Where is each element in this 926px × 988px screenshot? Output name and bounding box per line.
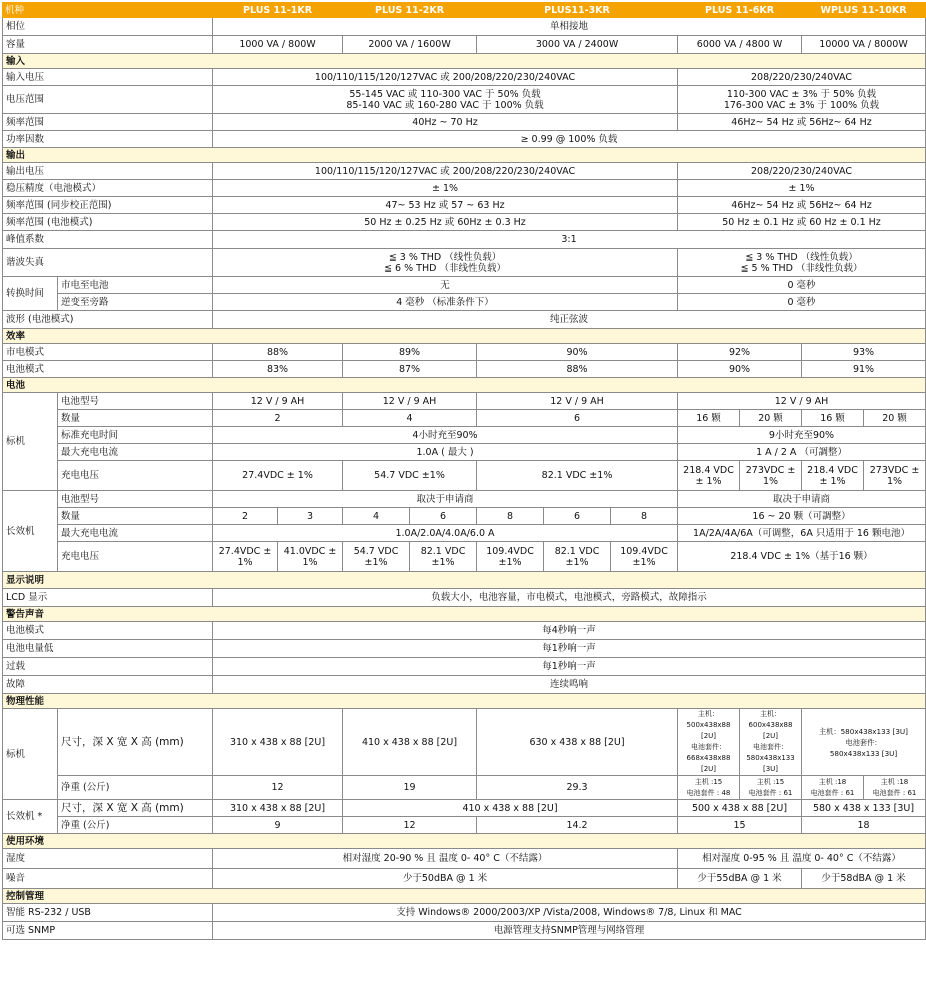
cell: 每1秒响一声: [213, 640, 926, 658]
model-name: WPLUS 11-10KR: [802, 3, 926, 18]
section-battery: [3, 378, 926, 393]
cell: 14.2: [477, 817, 678, 834]
cell: 9小时充至90%: [678, 427, 926, 444]
cell: 2: [213, 410, 343, 427]
cell: 12 V / 9 AH: [477, 393, 678, 410]
alarm-row: [3, 622, 926, 640]
line: 电池套件 : 61: [810, 788, 855, 797]
row-label: LCD 显示: [3, 589, 213, 607]
cell: 54.7 VDC ±1%: [343, 542, 410, 572]
section-alarm: [3, 607, 926, 622]
section-title: 效率: [3, 329, 926, 344]
header-label: 机种: [3, 3, 213, 18]
cell: 1A/2A/4A/6A（可调整，6A 只适用于 16 颗电池）: [678, 525, 926, 542]
line: 主机：: [760, 710, 782, 718]
model-name: PLUS 11-6KR: [678, 3, 802, 18]
cell: 12: [343, 817, 477, 834]
row-label: 转换时间: [3, 277, 58, 311]
row-label: 尺寸，深 X 宽 X 高 (mm): [58, 800, 213, 817]
cell: 12 V / 9 AH: [343, 393, 477, 410]
line: 600x438x88 [2U]: [748, 721, 793, 740]
row-label: 过载: [3, 658, 213, 676]
row-label: 电压范围: [3, 86, 213, 114]
cell: 20 颗: [740, 410, 802, 427]
section-title: 控制管理: [3, 889, 926, 904]
cell: 6: [410, 508, 477, 525]
line: 主机 :18: [880, 777, 909, 786]
row-label: 电池型号: [58, 393, 213, 410]
cell: [740, 776, 802, 800]
cell: 少于50dBA @ 1 米: [213, 869, 678, 889]
phase-value: 单相接地: [213, 18, 926, 36]
alarm-row: [3, 676, 926, 694]
phys-long-weight-row: [3, 817, 926, 834]
row-label: 频率范围 (同步校正范围): [3, 197, 213, 214]
model-name: PLUS 11-2KR: [343, 3, 477, 18]
section-title: 电池: [3, 378, 926, 393]
cell: 6: [477, 410, 678, 427]
line: 668x438x88 [2U]: [686, 754, 731, 773]
humidity-row: [3, 849, 926, 869]
batt-std-type-row: [3, 393, 926, 410]
snmp-row: [3, 922, 926, 940]
batt-long-count-row: [3, 508, 926, 525]
cell: 310 x 438 x 88 [2U]: [213, 709, 343, 776]
freq-batt-row: [3, 214, 926, 231]
cell: 19: [343, 776, 477, 800]
freq-sync-row: [3, 197, 926, 214]
cell: 4 毫秒 （标准条件下）: [213, 294, 678, 311]
cell: 负载大小，电池容量，市电模式，电池模式，旁路模式，故障指示: [213, 589, 926, 607]
line: 电池套件 : 48: [686, 788, 731, 797]
cell: 29.3: [477, 776, 678, 800]
cell: 630 x 438 x 88 [2U]: [477, 709, 678, 776]
cell: 82.1 VDC ±1%: [544, 542, 611, 572]
cell: 20 颗: [864, 410, 926, 427]
cell: 47~ 53 Hz 或 57 ~ 63 Hz: [213, 197, 678, 214]
cell: 208/220/230/240VAC: [678, 163, 926, 180]
line: 电池套件 : 61: [872, 788, 917, 797]
cell: 16 颗: [678, 410, 740, 427]
group-label: 标机: [3, 393, 58, 491]
batt-std-current-row: [3, 444, 926, 461]
batt-std-count-row: [3, 410, 926, 427]
group-label: 长效机 *: [3, 800, 58, 834]
cell: 90%: [678, 361, 802, 378]
capacity-value: 6000 VA / 4800 W: [678, 36, 802, 54]
cell: [802, 709, 926, 776]
cell: 27.4VDC ± 1%: [213, 542, 278, 572]
cell: 8: [477, 508, 544, 525]
row-label: 尺寸，深 X 宽 X 高 (mm): [58, 709, 213, 776]
cell: 18: [802, 817, 926, 834]
section-efficiency: [3, 329, 926, 344]
cell: 50 Hz ± 0.1 Hz 或 60 Hz ± 0.1 Hz: [678, 214, 926, 231]
section-physical: [3, 694, 926, 709]
line: 主机：580x438x133 [3U]: [819, 726, 908, 736]
cell: 12 V / 9 AH: [213, 393, 343, 410]
row-label: 最大充电电流: [58, 444, 213, 461]
cell: 3: [278, 508, 343, 525]
row-label: 最大充电电流: [58, 525, 213, 542]
cell: [740, 709, 802, 776]
cell: 40Hz ~ 70 Hz: [213, 114, 678, 131]
spec-table: [2, 2, 926, 940]
cell: 4: [343, 410, 477, 427]
section-title: 显示说明: [3, 572, 926, 589]
cell: 100/110/115/120/127VAC 或 200/208/220/230/240VAC: [213, 163, 678, 180]
row-label: 数量: [58, 508, 213, 525]
cell: [678, 776, 740, 800]
crest-row: [3, 231, 926, 249]
cell: [678, 249, 926, 277]
line: 55-145 VAC 或 110-300 VAC 于 50% 负载: [349, 88, 541, 100]
cell: 580 x 438 x 133 [3U]: [802, 800, 926, 817]
section-title: 输入: [3, 54, 926, 69]
row-label: 充电电压: [58, 542, 213, 572]
cell: 4小时充至90%: [213, 427, 678, 444]
phys-std-dim-row: [3, 709, 926, 776]
group-label: 长效机: [3, 491, 58, 572]
cell: 88%: [213, 344, 343, 361]
row-label: 峰值系数: [3, 231, 213, 249]
cell: 100/110/115/120/127VAC 或 200/208/220/230/240VAC: [213, 69, 678, 86]
cell: 取决于申请商: [213, 491, 678, 508]
cell: 每1秒响一声: [213, 658, 926, 676]
cell: 46Hz~ 54 Hz 或 56Hz~ 64 Hz: [678, 197, 926, 214]
input-voltage-row: [3, 69, 926, 86]
cell: 50 Hz ± 0.25 Hz 或 60Hz ± 0.3 Hz: [213, 214, 678, 231]
alarm-row: [3, 640, 926, 658]
cell: 218.4 VDC ± 1%（基于16 颗）: [678, 542, 926, 572]
line: 电池套件：: [691, 743, 727, 751]
cell: 每4秒响一声: [213, 622, 926, 640]
cell: 少于58dBA @ 1 米: [802, 869, 926, 889]
cell: [864, 776, 926, 800]
cell: ± 1%: [213, 180, 678, 197]
cell: 109.4VDC ±1%: [611, 542, 678, 572]
capacity-row: [3, 36, 926, 54]
noise-row: [3, 869, 926, 889]
cell: 16 ~ 20 颗（可調整）: [678, 508, 926, 525]
cell: 8: [611, 508, 678, 525]
cell: ≥ 0.99 @ 100% 负载: [213, 131, 926, 148]
cell: 3:1: [213, 231, 926, 249]
capacity-value: 10000 VA / 8000W: [802, 36, 926, 54]
cell: 92%: [678, 344, 802, 361]
header-row: [3, 3, 926, 18]
smart-row: [3, 904, 926, 922]
row-label: 输入电压: [3, 69, 213, 86]
section-environment: [3, 834, 926, 849]
line: 主机：: [698, 710, 720, 718]
row-label: 可选 SNMP: [3, 922, 213, 940]
cell: [802, 776, 864, 800]
cell: 109.4VDC ±1%: [477, 542, 544, 572]
cell: 16 颗: [802, 410, 864, 427]
line: 85-140 VAC 或 160-280 VAC 于 100% 负载: [346, 99, 544, 111]
model-name: PLUS11-3KR: [477, 3, 678, 18]
section-title: 警告声音: [3, 607, 926, 622]
batt-std-recharge-row: [3, 427, 926, 444]
section-title: 物理性能: [3, 694, 926, 709]
wave-row: [3, 311, 926, 329]
cell: 纯正弦波: [213, 311, 926, 329]
cell: 208/220/230/240VAC: [678, 69, 926, 86]
cell: 1.0A ( 最大 ): [213, 444, 678, 461]
line: 580x438x133 [3U]: [746, 754, 795, 773]
alarm-row: [3, 658, 926, 676]
cell: 1 A / 2 A （可調整）: [678, 444, 926, 461]
cell: 273VDC ± 1%: [864, 461, 926, 491]
cell: 0 毫秒: [678, 277, 926, 294]
line: 176-300 VAC ± 3% 于 100% 负载: [723, 99, 880, 111]
sub-label: 逆变至旁路: [58, 294, 213, 311]
model-name: PLUS 11-1KR: [213, 3, 343, 18]
cell: 取决于申请商: [678, 491, 926, 508]
cell: 93%: [802, 344, 926, 361]
cell: 41.0VDC ± 1%: [278, 542, 343, 572]
cell: 90%: [477, 344, 678, 361]
cell: 410 x 438 x 88 [2U]: [343, 800, 678, 817]
line: 500x438x88 [2U]: [686, 721, 731, 740]
cell: 9: [213, 817, 343, 834]
batt-long-current-row: [3, 525, 926, 542]
line: 主机 :15: [694, 777, 723, 786]
row-label: 噪音: [3, 869, 213, 889]
line: 电池套件 : 61: [748, 788, 793, 797]
cell: 91%: [802, 361, 926, 378]
cell: 218.4 VDC ± 1%: [802, 461, 864, 491]
row-label: 电池模式: [3, 361, 213, 378]
cell: 88%: [477, 361, 678, 378]
section-input: [3, 54, 926, 69]
transfer-line-row: [3, 277, 926, 294]
cell: 27.4VDC ± 1%: [213, 461, 343, 491]
sub-label: 市电至电池: [58, 277, 213, 294]
cell: 310 x 438 x 88 [2U]: [213, 800, 343, 817]
cell: 支持 Windows® 2000/2003/XP /Vista/2008, Windows® 7/8, Linux 和 MAC: [213, 904, 926, 922]
row-label: 电池模式: [3, 622, 213, 640]
eff-ac-row: [3, 344, 926, 361]
row-label: 电池电量低: [3, 640, 213, 658]
cell: 无: [213, 277, 678, 294]
row-label: 充电电压: [58, 461, 213, 491]
row-label: 湿度: [3, 849, 213, 869]
cell: 273VDC ± 1%: [740, 461, 802, 491]
cell: 6: [544, 508, 611, 525]
row-label: 净重 (公斤): [58, 817, 213, 834]
cell: 218.4 VDC ± 1%: [678, 461, 740, 491]
cell: 410 x 438 x 88 [2U]: [343, 709, 477, 776]
line: ≦ 6 % THD （非线性负载）: [384, 262, 506, 274]
cell: 1.0A/2.0A/4.0A/6.0 A: [213, 525, 678, 542]
row-label: 净重 (公斤): [58, 776, 213, 800]
line: 电池套件：: [753, 743, 789, 751]
row-label: 功率因数: [3, 131, 213, 148]
cell: [213, 249, 678, 277]
capacity-value: 2000 VA / 1600W: [343, 36, 477, 54]
cell: 83%: [213, 361, 343, 378]
capacity-value: 3000 VA / 2400W: [477, 36, 678, 54]
line: 电池套件：: [845, 737, 882, 747]
section-title: 输出: [3, 148, 926, 163]
eff-batt-row: [3, 361, 926, 378]
row-label: 频率范围: [3, 114, 213, 131]
cell: 12: [213, 776, 343, 800]
regulation-row: [3, 180, 926, 197]
section-display: [3, 572, 926, 589]
phase-label: 相位: [3, 18, 213, 36]
row-label: 频率范围 (电池模式): [3, 214, 213, 231]
cell: 15: [678, 817, 802, 834]
thd-row: [3, 249, 926, 277]
row-label: 电池型号: [58, 491, 213, 508]
spec-sheet: [2, 2, 926, 940]
line: ≦ 5 % THD （非线性负载）: [740, 262, 863, 274]
output-voltage-row: [3, 163, 926, 180]
cell: 2: [213, 508, 278, 525]
row-label: 稳压精度（电池模式）: [3, 180, 213, 197]
cell: [678, 709, 740, 776]
cell: 4: [343, 508, 410, 525]
phys-long-dim-row: [3, 800, 926, 817]
capacity-value: 1000 VA / 800W: [213, 36, 343, 54]
section-title: 使用环境: [3, 834, 926, 849]
row-label: 智能 RS-232 / USB: [3, 904, 213, 922]
line: ≦ 3 % THD （线性负载）: [745, 251, 858, 263]
cell: [213, 86, 678, 114]
cell: 46Hz~ 54 Hz 或 56Hz~ 64 Hz: [678, 114, 926, 131]
capacity-label: 容量: [3, 36, 213, 54]
row-label: 市电模式: [3, 344, 213, 361]
cell: 相对湿度 0-95 % 且 温度 0- 40° C（不结露）: [678, 849, 926, 869]
cell: 电源管理支持SNMP管理与网络管理: [213, 922, 926, 940]
line: 580x438x133 [3U]: [829, 748, 898, 758]
cell: 连续鸣响: [213, 676, 926, 694]
input-pf-row: [3, 131, 926, 148]
cell: 82.1 VDC ±1%: [410, 542, 477, 572]
cell: 87%: [343, 361, 477, 378]
line: 主机 :18: [818, 777, 847, 786]
section-management: [3, 889, 926, 904]
batt-long-type-row: [3, 491, 926, 508]
line: ≦ 3 % THD （线性负载）: [388, 251, 502, 263]
lcd-row: [3, 589, 926, 607]
phys-std-weight-row: [3, 776, 926, 800]
cell: [678, 86, 926, 114]
row-label: 输出电压: [3, 163, 213, 180]
section-output: [3, 148, 926, 163]
cell: 少于55dBA @ 1 米: [678, 869, 802, 889]
cell: ± 1%: [678, 180, 926, 197]
line: 主机 :15: [756, 777, 785, 786]
cell: 0 毫秒: [678, 294, 926, 311]
line: 110-300 VAC ± 3% 于 50% 负载: [726, 88, 877, 100]
row-label: 波形 (电池模式): [3, 311, 213, 329]
cell: 89%: [343, 344, 477, 361]
phase-row: [3, 18, 926, 36]
transfer-inv-row: [3, 294, 926, 311]
row-label: 谐波失真: [3, 249, 213, 277]
cell: 12 V / 9 AH: [678, 393, 926, 410]
cell: 相对湿度 20-90 % 且 温度 0- 40° C（不结露）: [213, 849, 678, 869]
cell: 82.1 VDC ±1%: [477, 461, 678, 491]
input-range-row: [3, 86, 926, 114]
row-label: 数量: [58, 410, 213, 427]
cell: 54.7 VDC ±1%: [343, 461, 477, 491]
group-label: 标机: [3, 709, 58, 800]
batt-std-voltage-row: [3, 461, 926, 491]
batt-long-voltage-row: [3, 542, 926, 572]
input-freq-row: [3, 114, 926, 131]
cell: 500 x 438 x 88 [2U]: [678, 800, 802, 817]
row-label: 标准充电时间: [58, 427, 213, 444]
row-label: 故障: [3, 676, 213, 694]
